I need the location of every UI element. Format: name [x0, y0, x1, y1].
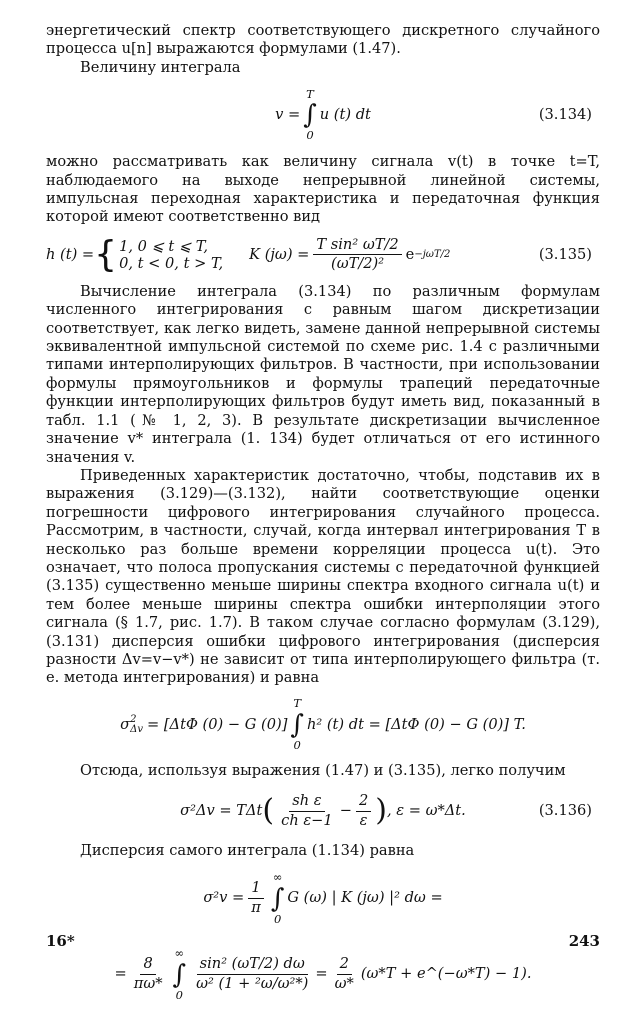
equation-variance-line1	[46, 861, 600, 937]
integral-upper-limit: T	[306, 86, 314, 101]
exp-base: e	[405, 245, 415, 263]
fraction-denominator: πω*	[133, 975, 163, 993]
eq136-lhs: σ²Δv = TΔt	[180, 801, 263, 819]
eq134-lhs: v =	[275, 106, 301, 124]
equation-number: (3.135)	[538, 245, 592, 263]
integral-sign: ∞ ∫ 0	[172, 946, 187, 1002]
sh-ch-fraction	[278, 793, 336, 830]
paragraph-5: Приведенных характеристик достаточно, чтобы, подставив их в выражения (3.129)—(3.132), найти соответствующие оценки погрешности цифрового интегрирования случайного процесса. Рассмотрим, в частности, случай, когда интервал интегрирования T в несколько раз больше времени корреляции процесса u(t). Это означает, что полоса пропускания системы с передаточной функцией (3.135) существенно меньше ширины спектра входного сигнала u(t) и тем более меньше ширины спектра ошибки интерполяции этого сигнала (§ 1.7, рис. 1.7). В таком случае согласно формулам (3.129), (3.131) дисперсия ошибки цифрового интегрирования (дисперсия разности Δv=v−v*) не зависит от типа интерполирующего фильтра (т. е. метода интегрирования) и равна	[46, 466, 600, 687]
left-brace: {	[94, 233, 118, 275]
two-over-omega-fraction	[332, 956, 357, 993]
fraction-denominator: ε	[359, 811, 368, 829]
fraction-numerator: 2	[356, 793, 371, 812]
equation-3-136	[46, 780, 600, 842]
sigma-symbol: σ	[120, 715, 131, 733]
eight-over-pi-omega-fraction	[131, 956, 166, 993]
integral-lower-limit: 0	[175, 987, 183, 1002]
equation-3-135	[46, 227, 600, 283]
one-over-pi-fraction	[248, 880, 264, 917]
equation-number: (3.134)	[538, 106, 592, 124]
eq137a-integrand: G (ω) | K (jω) |² dω =	[287, 889, 443, 907]
paragraph-1: энергетический спектр соответствующего дискретного случайного процесса u[n] выражаются формулами (1.47).	[46, 22, 600, 58]
fraction-numerator: T sin² ωT/2	[313, 237, 401, 256]
left-paren: (	[262, 793, 275, 829]
transfer-function-fraction	[313, 237, 401, 274]
fraction-denominator: ω² (1 + ²ω/ω²*)	[196, 975, 309, 993]
eq134-integrand: u (t) dt	[319, 106, 371, 124]
integral-upper-limit: ∞	[174, 946, 185, 961]
signature-mark: 16*	[46, 932, 75, 950]
eq137b-lhs: =	[114, 965, 127, 983]
integral-upper-limit: T	[293, 696, 302, 711]
fraction-numerator: sh ε	[289, 793, 324, 812]
fraction-denominator: ω*	[334, 975, 354, 993]
minus-sign: −	[339, 801, 352, 819]
paragraph-3: можно рассматривать как величину сигнала v(t) в точке t=T, наблюдаемого на выходе непрерывной линейной системы, импульсная переходная характеристика и передаточная функция которой имеют соответственно вид	[46, 153, 600, 226]
page-footer	[46, 932, 600, 950]
two-over-eps-fraction	[356, 793, 371, 830]
eq135-k-lhs: K (jω) =	[249, 245, 310, 263]
page-number: 243	[568, 932, 600, 950]
paragraph-2: Величину интеграла	[80, 58, 241, 76]
fraction-denominator: ch ε−1	[281, 811, 333, 829]
eq136-tail: , ε = ω*Δt.	[386, 801, 466, 819]
exp-power: −jωT/2	[414, 248, 451, 260]
sigma-sup: 2	[130, 713, 137, 725]
fraction-numerator: sin² (ωT/2) dω	[197, 956, 308, 975]
sigma-integrand: h² (t) dt = [ΔtΦ (0) − G (0)] T.	[306, 715, 526, 733]
equation-number: (3.136)	[538, 801, 592, 819]
sigma-middle: = [ΔtΦ (0) − G (0)]	[146, 715, 288, 733]
equation-3-134	[46, 77, 600, 153]
paragraph-7: Дисперсия самого интеграла (1.134) равна	[80, 842, 415, 860]
fraction-numerator: 2	[337, 956, 352, 975]
integral-lower-limit: 0	[293, 737, 301, 752]
eq135-h-lhs: h (t) =	[46, 245, 95, 263]
integral-lower-limit: 0	[306, 128, 314, 143]
integral-sign: ∞ ∫ 0	[270, 870, 285, 926]
case-1: 1, 0 ⩽ t ⩽ T,	[119, 237, 209, 255]
paragraph-6: Отсюда, используя выражения (1.47) и (3.135), легко получим	[80, 761, 566, 779]
piecewise-cases	[119, 238, 223, 272]
equals-sign: =	[315, 965, 328, 983]
fraction-numerator: 1	[248, 880, 263, 899]
right-paren: )	[375, 793, 387, 829]
integral-sign: T ∫ 0	[290, 696, 304, 752]
sigma-sub: Δv	[130, 723, 143, 735]
case-2: 0, t < 0, t > T,	[119, 254, 224, 272]
eq137b-tail: (ω*T + e^(−ω*T) − 1).	[360, 965, 532, 983]
fraction-denominator: π	[251, 899, 261, 917]
equation-error-variance	[46, 688, 600, 762]
integrand-fraction	[193, 956, 311, 993]
integral-sign: T ∫ 0	[303, 86, 317, 143]
paragraph-4: Вычисление интеграла (3.134) по различным формулам численного интегрирования с равным шагом дискретизации соответствует, как легко видеть, замене данной непрерывной системы эквивалентной импульсной системой по схеме рис. 1.4 с различными типами интерполирующих фильтров. В частности, при использовании формулы прямоугольников и формулы трапеций передаточные функции интерполирующих фильтров будут иметь вид, показанный в табл. 1.1 (№ 1, 2, 3). В результате дискретизации вычисленное значение v* интеграла (1. 134) будет отличаться от его истинного значения v.	[46, 282, 600, 466]
fraction-numerator: 8	[140, 956, 155, 975]
fraction-denominator: (ωT/2)²	[331, 255, 385, 273]
eq137a-lhs: σ²v =	[203, 889, 245, 907]
integral-lower-limit: 0	[273, 911, 282, 926]
integral-upper-limit: ∞	[272, 870, 283, 885]
